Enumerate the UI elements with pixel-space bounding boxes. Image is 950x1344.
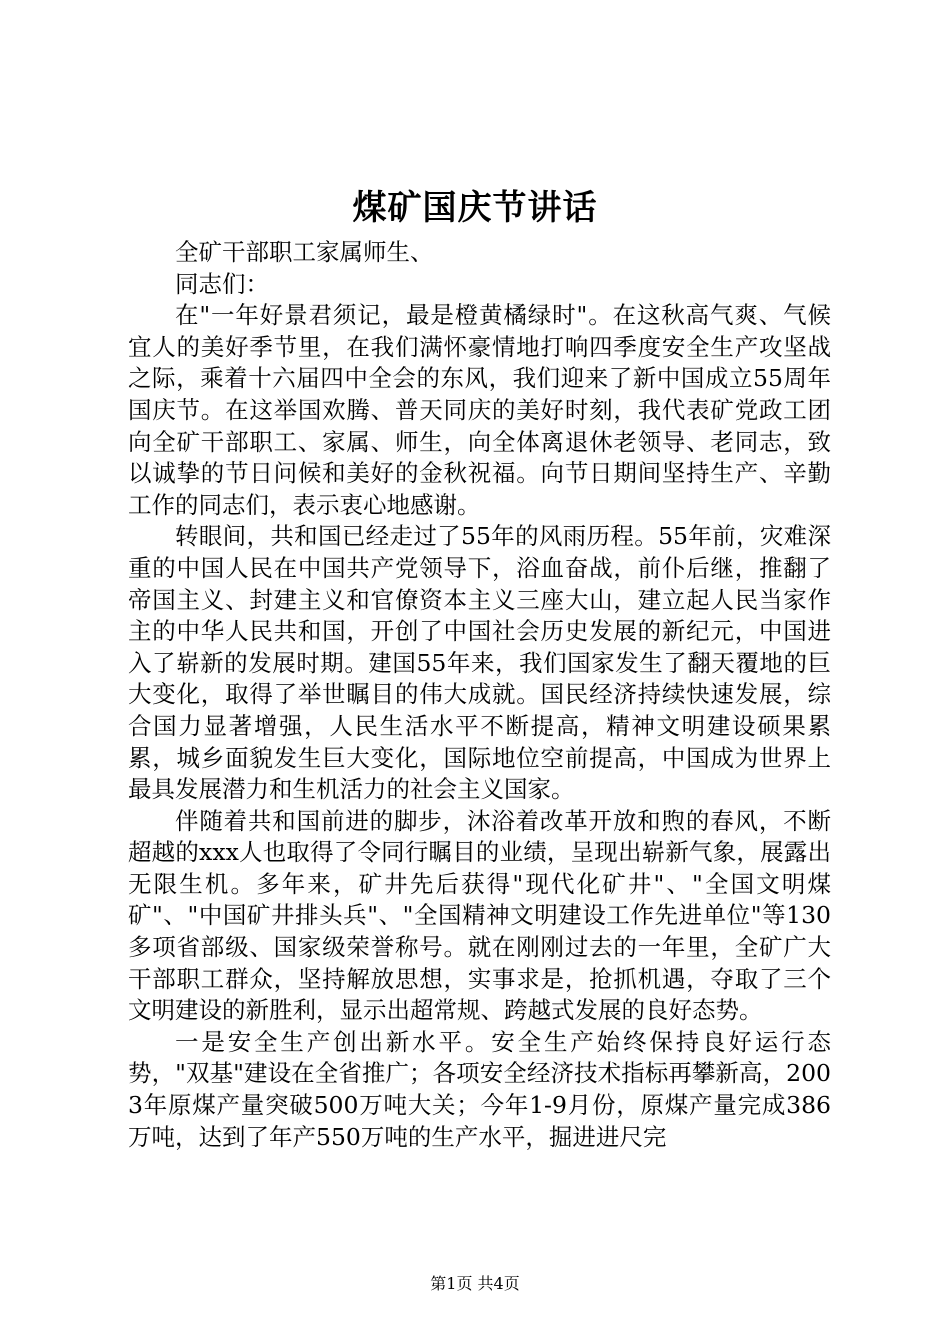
salutation-line: 同志们： [175, 269, 269, 298]
page-title: 煤矿国庆节讲话 [352, 188, 598, 228]
body-paragraph: 一是安全生产创出新水平。安全生产始终保持良好运行态势，"双基"建设在全省推广；各项安全经济技术指标再攀新高，2003年原煤产量突破500万吨大关；今年1-9月份，原煤产量完成386万吨，达到了年产550万吨的生产水平，掘进进尺完 [128, 1027, 831, 1151]
body-paragraph: 伴随着共和国前进的脚步，沐浴着改革开放和煦的春风，不断超越的xxx人也取得了令同行瞩目的业绩，呈现出崭新气象，展露出无限生机。多年来，矿井先后获得"现代化矿井"、"全国文明煤矿"、"中国矿井排头兵"、"全国精神文明建设工作先进单位"等130多项省部级、国家级荣誉称号。就在刚刚过去的一年里，全矿广大干部职工群众，坚持解放思想，实事求是，抢抓机遇，夺取了三个文明建设的新胜利，显示出超常规、跨越式发展的良好态势。 [128, 806, 831, 1025]
body-paragraph: 在"一年好景君须记，最是橙黄橘绿时"。在这秋高气爽、气候宜人的美好季节里，在我们满怀豪情地打响四季度安全生产攻坚战之际，乘着十六届四中全会的东风，我们迎来了新中国成立55周年国庆节。在这举国欢腾、普天同庆的美好时刻，我代表矿党政工团向全矿干部职工、家属、师生，向全体离退休老领导、老同志，致以诚挚的节日问候和美好的金秋祝福。向节日期间坚持生产、辛勤工作的同志们，表示衷心地感谢。 [128, 301, 831, 519]
document-body [128, 237, 831, 1153]
page-number-footer: 第1页 共4页 [430, 1274, 520, 1293]
body-paragraph: 转眼间，共和国已经走过了55年的风雨历程。55年前，灾难深重的中国人民在中国共产党领导下，浴血奋战，前仆后继，推翻了帝国主义、封建主义和官僚资本主义三座大山，建立起人民当家作主的中华人民共和国，开创了中国社会历史发展的新纪元，中国进入了崭新的发展时期。建国55年来，我们国家发生了翻天覆地的巨大变化，取得了举世瞩目的伟大成就。国民经济持续快速发展，综合国力显著增强，人民生活水平不断提高，精神文明建设硕果累累，城乡面貌发生巨大变化，国际地位空前提高，中国成为世界上最具发展潜力和生机活力的社会主义国家。 [128, 522, 831, 804]
salutation-line: 全矿干部职工家属师生、 [175, 238, 434, 266]
